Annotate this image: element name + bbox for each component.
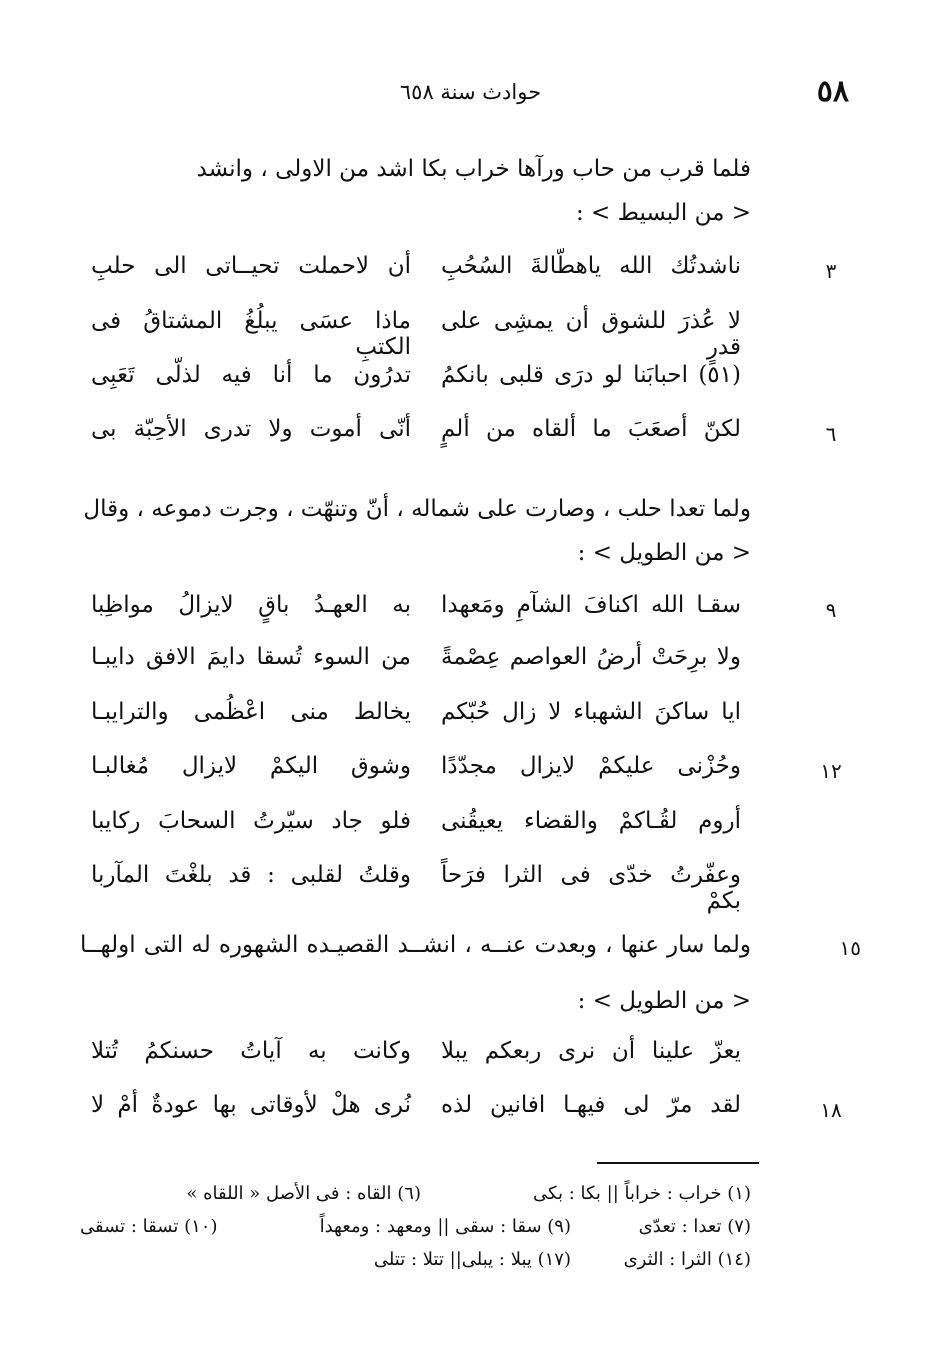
verse-second-hemistich: نُرى هلْ لأوقاتى بها عودةٌ أمْ لا	[91, 1092, 411, 1118]
footnote: (١٠) تسقا : تسقى	[80, 1216, 218, 1237]
verse-line	[80, 862, 851, 914]
verse-first-hemistich: لقد مرّ لى فيهـا افانين لذه	[441, 1092, 741, 1118]
verse-first-hemistich: أروم لقُـاكمْ والقضاء يعيقُنى	[441, 808, 741, 834]
verse-line	[80, 808, 851, 856]
verse-line	[80, 699, 851, 747]
footnote: (٧) تعدا : تعدّى	[638, 1216, 751, 1237]
verse-second-hemistich: تدرُون ما أنا فيه لذلّى تَعَبِى	[91, 362, 411, 388]
verse-first-hemistich: وعفّرتُ خدّى فى الثرا فرَحاً بكمْ	[441, 862, 741, 914]
line-number: ١٢	[820, 759, 842, 783]
footnote: (١) خراب : خراباً || بكا : بكى	[533, 1183, 751, 1204]
footnote-rule	[597, 1162, 759, 1164]
verse-second-hemistich: فلو جاد سيّرتُ السحابَ ركايبا	[91, 808, 411, 834]
verse-second-hemistich: من السوء تُسقا دايمَ الافق دايبـا	[91, 644, 411, 670]
transition-text-line	[80, 932, 861, 960]
metre-label: < من البسيط > :	[576, 200, 751, 226]
verse-first-hemistich: يعزّ علينا أن نرى ربعكم يبلا	[441, 1038, 741, 1064]
verse-first-hemistich: ولا برِحَتْ أرضُ العواصم عِصْمةً	[441, 644, 741, 670]
verse-second-hemistich: وشوق اليكمْ لايزال مُغالبـا	[91, 753, 411, 779]
line-number: ٣	[825, 259, 837, 283]
line-number: ٩	[825, 598, 837, 622]
line-number: ٦	[825, 422, 837, 446]
footnote-row	[120, 1183, 751, 1213]
footnote: (٩) سقا : سقى || ومعهد : ومعهداً	[319, 1216, 571, 1237]
transition-text: ولما سار عنها ، وبعدت عنــه ، انشــد القصيـده الشهوره له التى اولهــا	[80, 932, 751, 958]
verse-line	[80, 592, 851, 640]
verse-first-hemistich: لا عُذرَ للشوق أن يمشِى على قدرٍ	[441, 308, 741, 360]
verse-line	[80, 1092, 851, 1140]
footnote-row	[80, 1216, 751, 1246]
transition-text: ولما تعدا حلب ، وصارت على شماله ، أنّ وتنهّت ، وجرت دموعه ، وقال	[83, 496, 751, 522]
verse-second-hemistich: وكانت به آياتُ حسنكمُ تُتلا	[91, 1038, 411, 1064]
verse-second-hemistich: أنّى أموت ولا تدرى الأحِبّة بى	[91, 416, 411, 442]
verse-line	[80, 362, 851, 410]
verse-line	[80, 253, 851, 301]
metre-label: < من الطويل > :	[577, 988, 751, 1014]
line-number: ١٨	[820, 1098, 842, 1122]
verse-second-hemistich: به العهـدُ باقٍ لايزالُ مواظِبا	[91, 592, 411, 618]
verse-line	[80, 308, 851, 360]
metre-label: < من الطويل > :	[577, 540, 751, 566]
footnote: (١٧) يبلا : يبلى|| تتلا : تتلى	[373, 1249, 571, 1270]
footnote: (١٤) الثرا : الثرى	[623, 1249, 751, 1270]
verse-first-hemistich: وحُزْنى عليكمْ لايزال مجدّدًا	[441, 753, 741, 779]
verse-second-hemistich: يخالط منى اعْظُمى والترايبـا	[91, 699, 411, 725]
verse-second-hemistich: ماذا عسَى يبلُغُ المشتاقُ فى الكتبِ	[91, 308, 411, 360]
verse-first-hemistich: ايا ساكنَ الشهباء لا زال حُبّكم	[441, 699, 741, 725]
page-number: ٥٨	[816, 74, 849, 109]
footnote-row	[120, 1249, 751, 1279]
line-number: ١٥	[839, 936, 861, 960]
running-head: حوادث سنة ٦٥٨	[399, 80, 542, 104]
verse-second-hemistich: وقلتُ لقلبى : قد بلغْتَ المآربا	[91, 862, 411, 888]
verse-first-hemistich: ناشدتُك الله ياهطّالةَ السُحُبِ	[441, 253, 741, 279]
verse-line	[80, 416, 851, 464]
verse-first-hemistich: لكنّ أصعَبَ ما ألقاه من ألمٍ	[441, 416, 741, 442]
verse-line	[80, 644, 851, 692]
verse-first-hemistich: (٥١) احبابَنا لو درَى قلبى بانكمُ	[441, 362, 741, 388]
verse-line	[80, 753, 851, 801]
verse-line	[80, 1038, 851, 1086]
verse-second-hemistich: أن لاحملت تحيــاتى الى حلبِ	[91, 253, 411, 279]
page-header	[80, 66, 861, 116]
footnote: (٦) القاه : فى الأصل « اللقاه »	[186, 1183, 421, 1204]
verse-first-hemistich: سقـا الله اكنافَ الشآمِ ومَعهدا	[441, 592, 741, 618]
intro-text: فلما قرب من حاب ورآها خراب بكا اشد من الاولى ، وانشد	[196, 156, 751, 182]
